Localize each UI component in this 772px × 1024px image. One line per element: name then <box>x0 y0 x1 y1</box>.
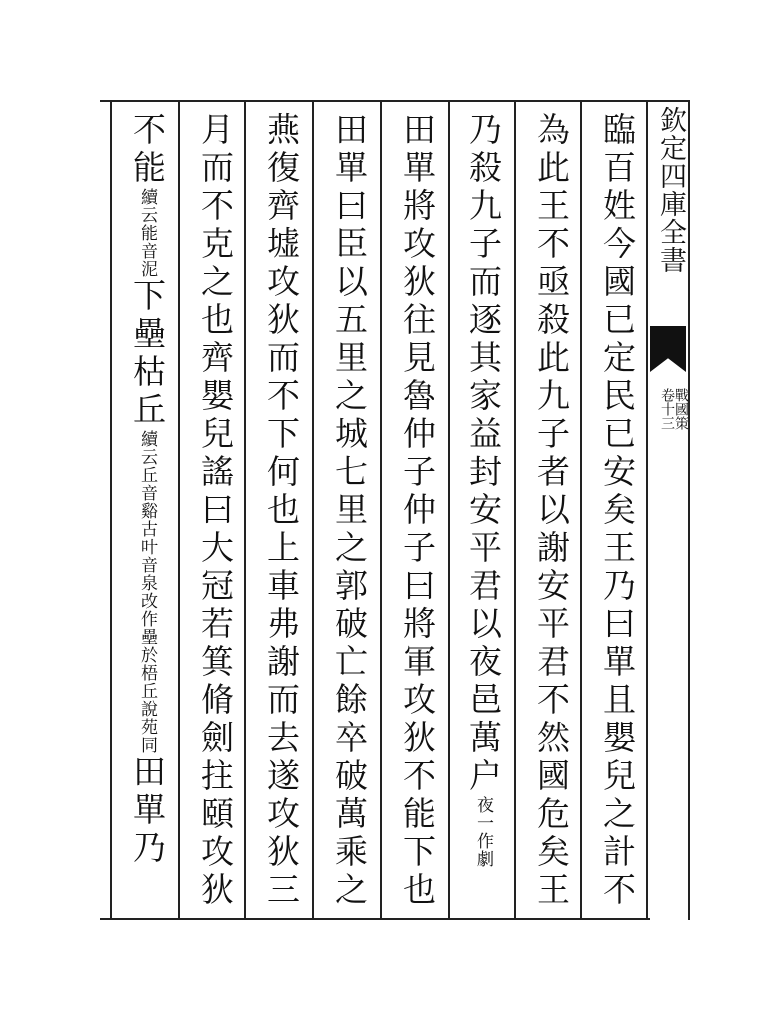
book-volume <box>660 388 688 430</box>
margin-rule <box>646 100 648 920</box>
text-column-7: 月而不克之也齊嬰兒謠曰大冠若箕脩劍拄頤攻狄 <box>196 112 235 910</box>
annotation: 夜一作劇 <box>473 796 493 868</box>
annotation: 續云丘音谿古叶音泉改作壘於梧丘說苑同 <box>137 430 157 754</box>
annotation: 續云能音泥 <box>137 188 157 278</box>
book-title: 戰國策 <box>673 388 689 430</box>
column-rule <box>514 100 516 920</box>
fishtail-mark-icon <box>650 326 686 372</box>
library-title: 欽定四庫全書 <box>655 106 686 274</box>
text-column-3 <box>460 112 506 868</box>
column-rule <box>244 100 246 920</box>
bottom-border <box>100 918 650 920</box>
left-border <box>110 100 112 920</box>
text-column-1: 臨百姓今國已定民已安矣王乃曰單且嬰兒之計不 <box>598 112 637 910</box>
text-column-8 <box>124 112 170 868</box>
column-rule <box>580 100 582 920</box>
column-rule <box>448 100 450 920</box>
column-rule <box>312 100 314 920</box>
column-text: 田單乃 <box>128 754 167 868</box>
text-column-2: 為此王不亟殺此九子者以謝安平君不然國危矣王 <box>532 112 571 910</box>
text-column-6: 燕復齊墟攻狄而不下何也上車弗謝而去遂攻狄三 <box>262 112 301 910</box>
top-border <box>100 100 690 102</box>
column-text: 不能 <box>128 112 167 188</box>
column-rule <box>178 100 180 920</box>
text-column-5: 田單曰臣以五里之城七里之郭破亡餘卒破萬乘之 <box>330 112 369 910</box>
text-column-4: 田單將攻狄往見魯仲子仲子曰將軍攻狄不能下也 <box>398 112 437 910</box>
volume-number: 卷十三 <box>659 388 675 430</box>
column-rule <box>380 100 382 920</box>
column-text: 乃殺九子而逐其家益封安平君以夜邑萬户 <box>464 112 503 796</box>
column-text: 下壘枯丘 <box>128 278 167 430</box>
